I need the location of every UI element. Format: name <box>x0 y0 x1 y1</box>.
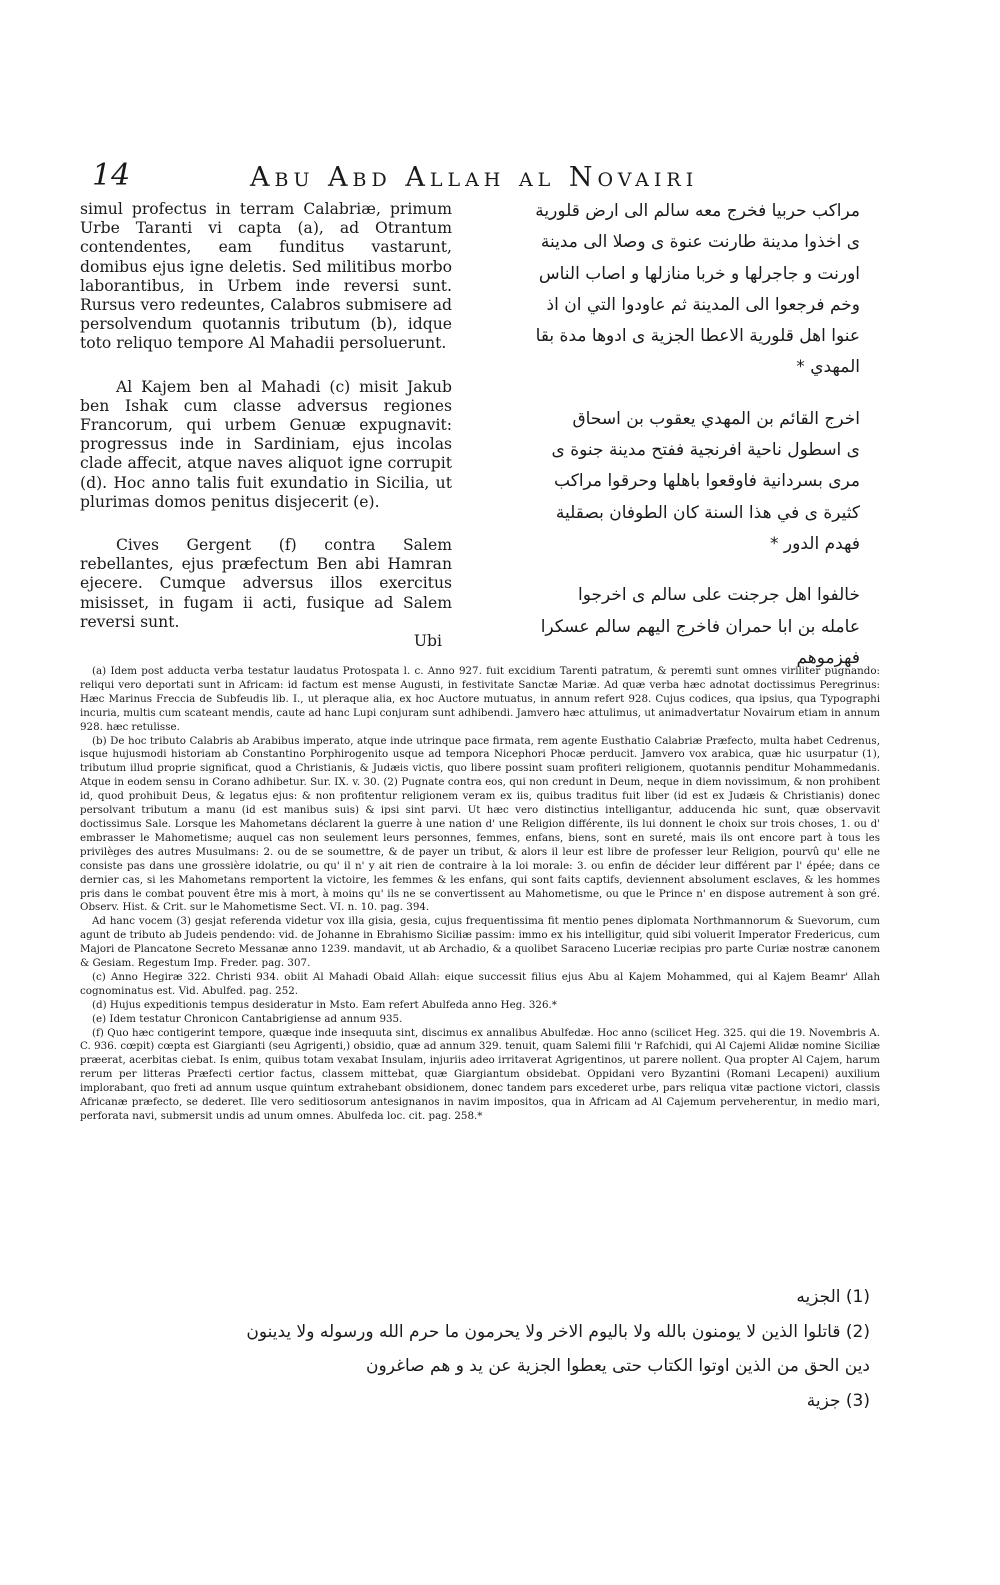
arabic-line: ى اسطول ناحية افرنجية ففتح مدينة جنوة ى <box>551 440 860 461</box>
footnote-a: (a) Idem post adducta verba testatur laudatus Protospata l. c. Anno 927. fuit excidium Tarenti patratum, & peremti sunt omnes viriliter pugnando: reliqui vero deportati sunt in Africam: id factum est mense Augusti, in festivitate Sanctæ Mariæ. Ad quæ verba hæc adnotat doctissimus Peregrinus: Hæc Marinus Freccia de Subfeudis lib. I., ut pleraque alia, ex hoc Auctore mutuatus, in annum refert 928. Cujus codices, qua ipsius, qua Typographi incuria, multis cum scateant mendis, caute ad hanc Lupi conjuram sunt adhibendi. Jamvero hæc attulimus, ut animadvertatur Novairum etiam in annum 928. hæc retulisse. <box>80 665 880 733</box>
latin-paragraph-1: simul profectus in terram Calabriæ, primum Urbe Taranti vi capta (a), ad Otrantum contendentes, eam funditus vastarunt, domibus ejus igne deletis. Sed militibus morbo laborantibus, in Urbem inde reversi sunt. Rursus vero redeuntes, Calabros submisere ad persolvendum quotannis tributum (b), idque toto reliquo tempore Al Mahadii persoluerunt. <box>80 200 452 353</box>
arabic-line: اورنت و جاجرلها و خربا منازلها و اصاب الناس <box>538 263 860 284</box>
latin-paragraph-2: Al Kajem ben al Mahadi (c) misit Jakub ben Ishak cum classe adversus regiones Francorum, qui urbem Genuæ expugnavit: progressus inde in Sardiniam, ejus incolas clade affecit, atque naves aliquot igne corrupit (d). Hoc anno talis fuit exundatio in Sicilia, ut plurimas domos penitus disjecerit (e). <box>80 377 452 511</box>
arabic-line: وخم فرجعوا الى المدينة ثم عاودوا التي ان اذ <box>546 294 860 315</box>
arabic-line: مرى بسردانية فاوقعوا باهلها وحرقوا مراكب <box>554 471 860 492</box>
arabic-footnote-1: (1) الجزيه <box>796 1287 870 1307</box>
arabic-line: فهدم الدور * <box>770 533 860 554</box>
footnote-d: (d) Hujus expeditionis tempus desideratur in Msto. Eam refert Abulfeda anno Heg. 326.* <box>92 998 557 1011</box>
footnote-e: (e) Idem testatur Chronicon Cantabrigiense ad annum 935. <box>92 1012 403 1025</box>
arabic-line: فهزموهم <box>796 647 860 668</box>
catchword: Ubi <box>413 632 442 651</box>
page-header <box>80 158 920 198</box>
arabic-line: ى اخذوا مدينة طارنت عنوة ى وصلا الى مدينة <box>540 232 860 253</box>
latin-paragraph-3: Cives Gergent (f) contra Salem rebellantes, ejus præfectum Ben abi Hamran ejecere. Cumque adversus illos exercitus misisset, in fugam ii acti, fusique ad Salem reversi sunt. <box>80 536 452 631</box>
page-number: 14 <box>92 158 131 193</box>
arabic-line: خالفوا اهل جرجنت على سالم ى اخرجوا <box>578 585 860 606</box>
footnote-c: (c) Anno Hegiræ 322. Christi 934. obiit Al Mahadi Obaid Allah: eique successit filius ejus Abu al Kajem Mohammed, qui al Kajem Beamr' Allah cognominatus est. Vid. Abulfed. pag. 252. <box>80 970 880 997</box>
arabic-column <box>475 196 860 674</box>
arabic-line: مراكب حربيا فخرج معه سالم الى ارض قلورية <box>535 201 860 221</box>
footnote-b: (b) De hoc tributo Calabris ab Arabibus imperato, atque inde utrinque pace firmata, rem agente Eusthatio Calabriæ Præfecto, multa habet Cedrenus, isque hujusmodi historiam ab Constantino Porphirogenito usque ad tempora Nicephori Phocæ perducit. Jamvero vox arabica, quæ hic usurpatur (1), tributum illud proprie significat, quod a Christianis, & Judæis victis, quo libere possint suam profiteri religionem, quotannis penditur Mohammedanis. Atque in eodem sensu in Corano adhibetur. Sur. IX. v. 30. (2) Pugnate contra eos, qui non credunt in Deum, neque in diem novissimum, & non prohibent id, quod prohibuit Deus, & legatus ejus: & non profitentur religionem veram ex iis, quibus traditus fuit liber (id est ex Judæis & Christianis) donec persolvant tributum a manu (id est manibus suis) & ipsi sint parvi. Ut hæc vero distinctius intelligantur, adducenda hic sunt, quæ observavit doctissimus Sale. Lorsque les Mahometans déclarent la guerre à une nation d' une Religion différente, ils lui donnent le choix sur trois choses, 1. ou d' embrasser le Mahometisme; auquel cas non seulement leurs personnes, femmes, enfans, biens, sont en sureté, mais ils ont encore part à tous les privilèges des autres Musulmans: 2. ou de se soumettre, & de payer un tribut, & alors il leur est libre de professer leur Religion, pourvû qu' elle ne consiste pas dans une grossière idolatrie, ou qu' il n' y ait rien de contraire à la loi morale: 3. ou enfin de décider leur différent par l' épée; dans ce dernier cas, si les Mahometans remportent la victoire, les femmes & les enfans, qui sont faits captifs, deviennent absolument esclaves, & les hommes pris dans le combat pouvent être mis à mort, à moins qu' ils ne se convertissent au Mahometisme, ou que le Prince n' en dispose autrement à son gré. Observ. Hist. & Crit. sur le Mahometisme Sect. VI. n. 10. pag. 394. <box>80 734 880 914</box>
arabic-line: عامله بن ابا حمران فاخرج اليهم سالم عسكرا <box>540 616 860 637</box>
arabic-line: المهدي * <box>796 357 860 378</box>
latin-column <box>80 200 452 651</box>
arabic-line: كثيرة ى في هذا السنة كان الطوفان بصقلية <box>555 502 860 523</box>
footnote-b-continued: Ad hanc vocem (3) gesjat referenda videtur vox illa gisia, gesia, cujus frequentissima fit mentio penes diplomata Northmannorum & Suevorum, cum agunt de tributo ab Judeis pendendo: vid. de Johanne in Ebrahismo Siciliæ passim: immo ex his intelligitur, quid sibi voluerit Imperator Fredericus, cum Majori de Plancatone Secreto Messanæ anno 1239. mandavit, ut ab Archadio, & a quolibet Saraceno Luceriæ recipias pro parte Curiæ nostræ canonem & Gesiam. Regestum Imp. Freder. pag. 307. <box>80 915 880 970</box>
running-title: Abu Abd Allah al Novairi <box>250 162 699 193</box>
arabic-footnote-2: (2) قاتلوا الذين لا يومنون بالله ولا باليوم الاخر ولا يحرمون ما حرم الله ورسوله ولا يدينون <box>246 1321 870 1342</box>
arabic-footnote-2-continued: دين الحق من الذين اوتوا الكتاب حتى يعطوا الجزية عن يد و هم صاغرون <box>366 1356 870 1376</box>
arabic-line: اخرج القائم بن المهدي يعقوب بن اسحاق <box>572 408 860 429</box>
arabic-line: عنوا اهل قلورية الاعطا الجزية ى ادوها مدة بقا <box>535 326 860 347</box>
footnotes <box>80 665 880 1124</box>
footnote-f: (f) Quo hæc contigerint tempore, quæque inde insequuta sint, discimus ex annalibus Abulfedæ. Hoc anno (scilicet Heg. 325. qui die 19. Novembris A. C. 936. cœpit) cœpta est Giargianti (seu Agrigenti,) obsidio, quæ ad annum 329. tenuit, quam Salemi filii 'r Rafchidi, qui Al Cajemi Alidæ nomine Siciliæ præerat, acerbitas ciebat. Is enim, quibus totam vexabat Insulam, injuriis adeo irritaverat Agrigentinos, ut parere nollent. Qua propter Al Cajem, harum rerum per litteras Præfecti certior factus, classem mittebat, quæ Giargiantum obsidebat. Oppidani vero Byzantini (Romani Lecapeni) auxilium implorabant, quo freti ad annum usque quintum extrahebant obsidionem, donec tandem pars excederet urbe, pars reliqua vitæ pactione victori, classis Africanæ præfecto, se dederet. Ille vero seditiosorum antesignanos in navim impositos, qua in Africam ad Al Cajemum perveherentur, in medio mari, perforata navi, submersit undis ad unum omnes. Abulfeda loc. cit. pag. 258.* <box>80 1026 880 1122</box>
arabic-footnotes <box>80 1280 870 1418</box>
arabic-footnote-3: (3) جزية <box>806 1390 870 1411</box>
